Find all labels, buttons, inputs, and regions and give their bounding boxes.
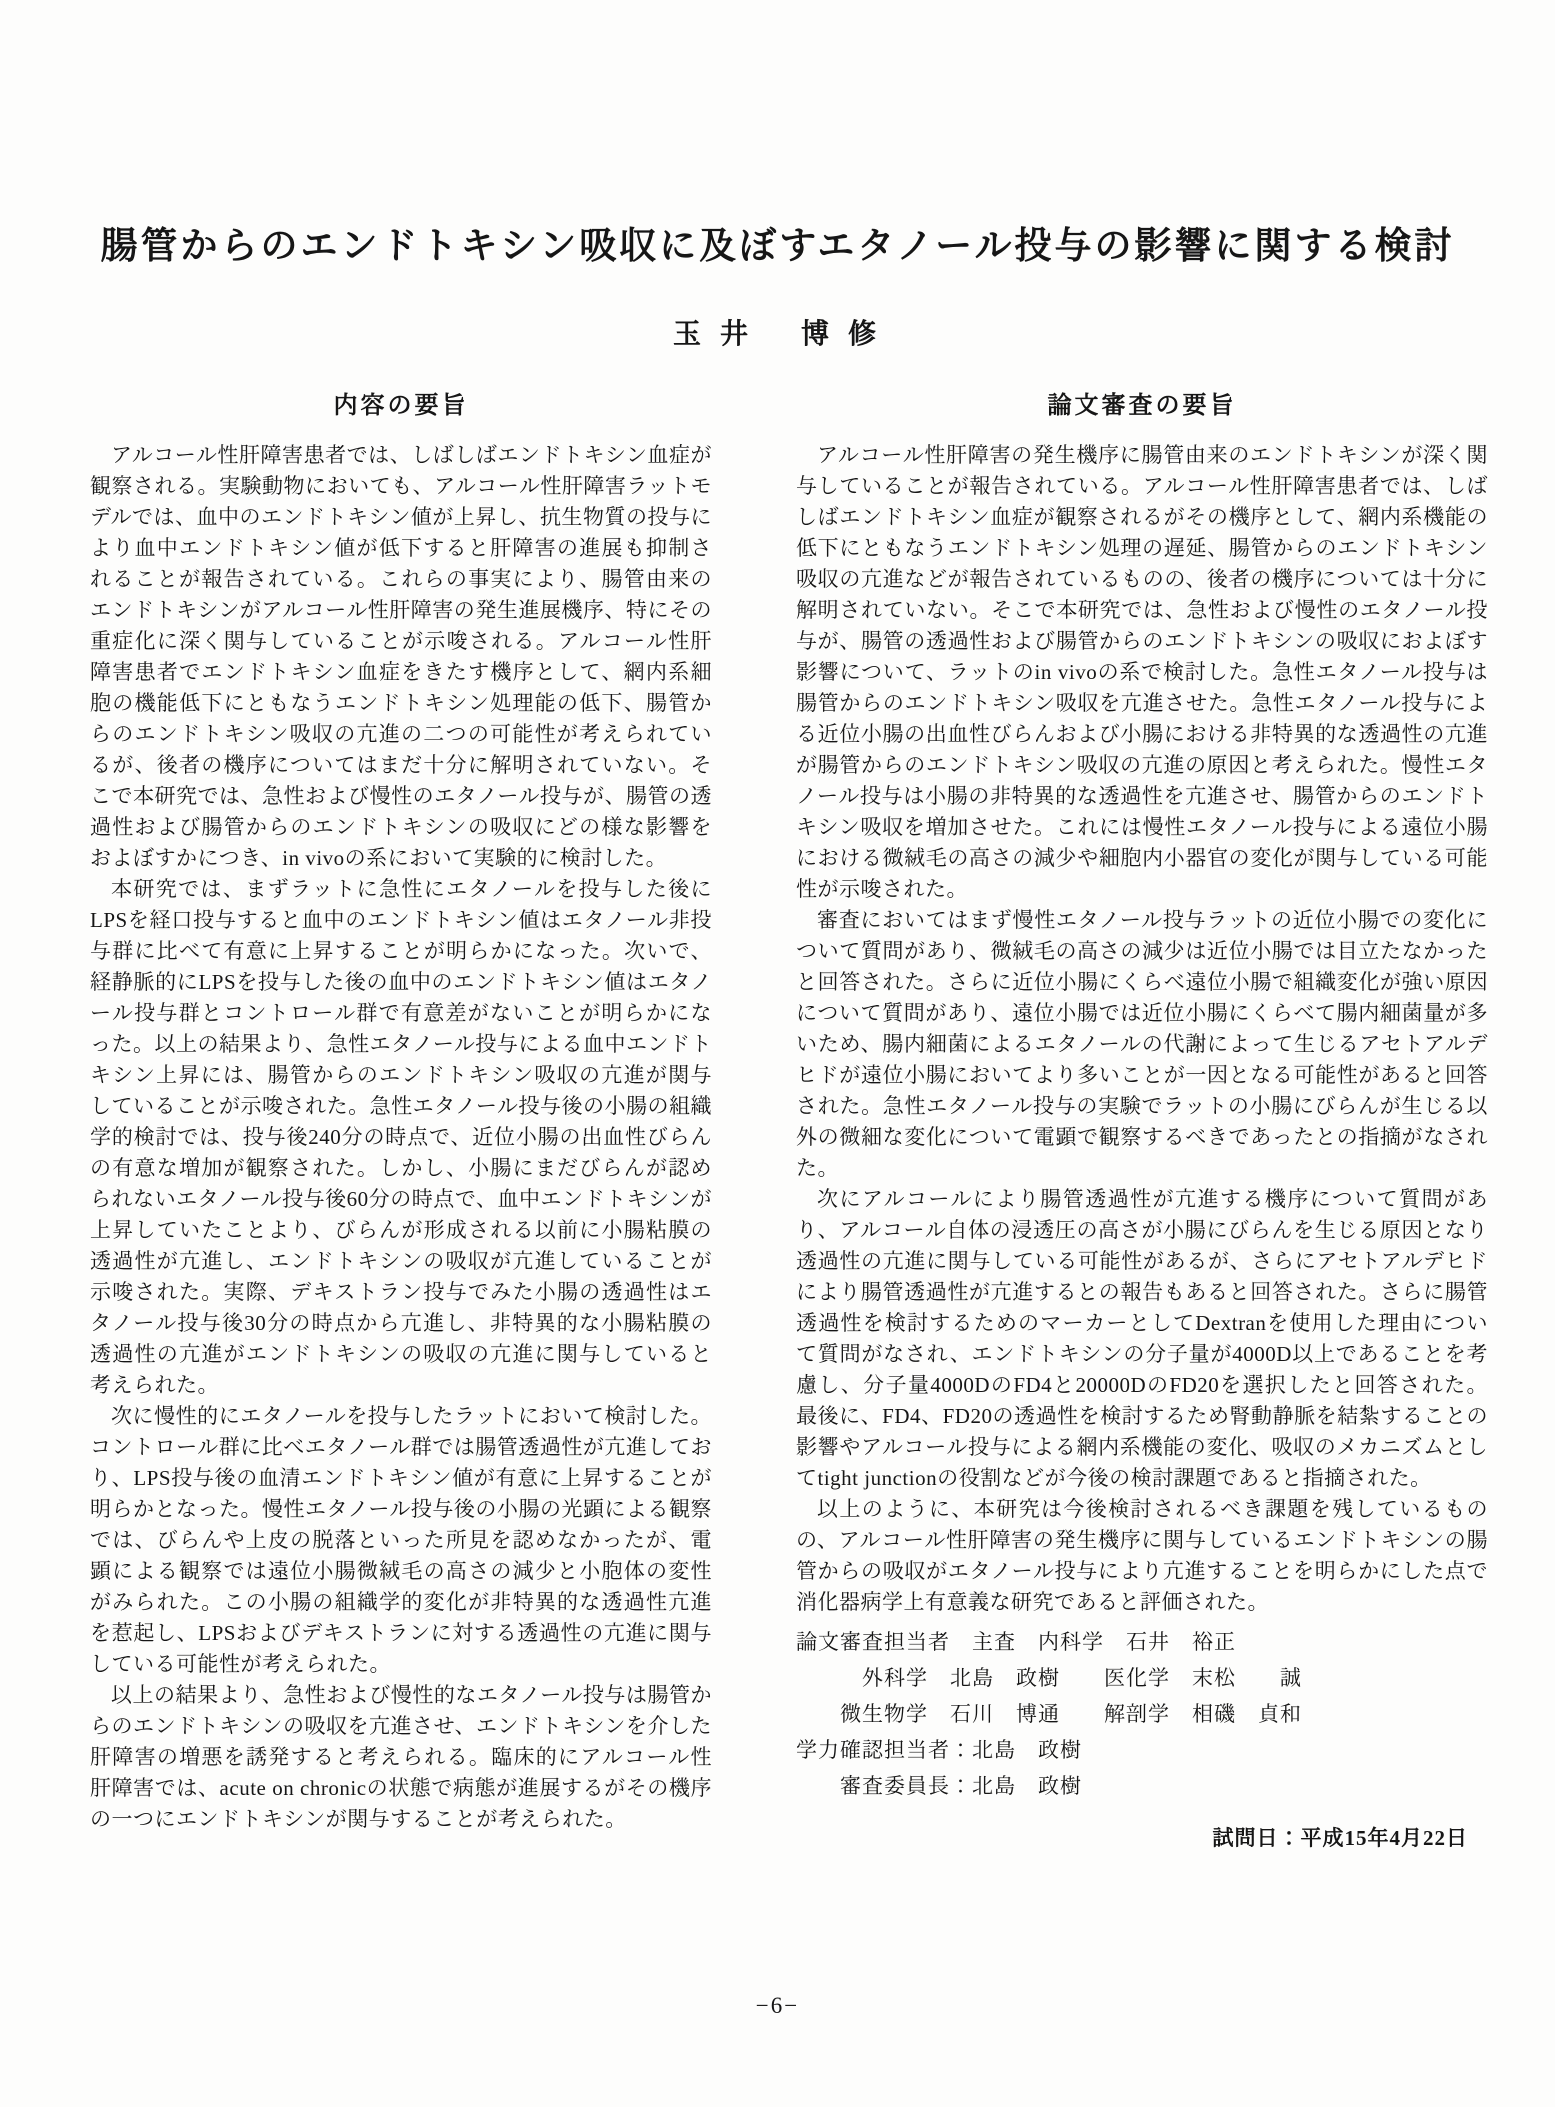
- committee-line: 論文審査担当者 主査 内科学 石井 裕正: [796, 1630, 1236, 1654]
- review-paragraph: 審査においてはまず慢性エタノール投与ラットの近位小腸での変化について質問があり、微絨毛の高さの減少は近位小腸では目立たなかったと回答された。さらに近位小腸にくらべ遠位小腸で組織変化が強い原因について質問があり、遠位小腸では近位小腸にくらべて腸内細菌量が多いため、腸内細菌によるエタノールの代謝によって生じるアセトアルデヒドが遠位小腸においてより多いことが一因となる可能性があると回答された。急性エタノール投与の実験でラットの小腸にびらんが生じる以外の微細な変化について電顕で観察するべきであったとの指摘がなされた。: [796, 908, 1488, 1180]
- exam-date: 試問日：平成15年4月22日: [1212, 1826, 1468, 1850]
- two-column-body: [90, 385, 1488, 1852]
- review-paragraph: 以上のように、本研究は今後検討されるべき課題を残しているものの、アルコール性肝障害の発生機序に関与しているエンドトキシンの腸管からの吸収がエタノール投与により亢進することを明らかにした点で消化器病学上有意義な研究であると評価された。: [796, 1497, 1488, 1614]
- abstract-paragraph: 本研究では、まずラットに急性にエタノールを投与した後にLPSを経口投与すると血中のエンドトキシン値はエタノール非投与群に比べて有意に上昇することが明らかになった。次いで、経静脈的にLPSを投与した後の血中のエンドトキシン値はエタノール投与群とコントロール群で有意差がないことが明らかになった。以上の結果より、急性エタノール投与による血中エンドトキシン上昇には、腸管からのエンドトキシン吸収の亢進が関与していることが示唆された。急性エタノール投与後の小腸の組織学的検討では、投与後240分の時点で、近位小腸の出血性びらんの有意な増加が観察された。しかし、小腸にまだびらんが認められないエタノール投与後60分の時点で、血中エンドトキシンが上昇していたことより、びらんが形成される以前に小腸粘膜の透過性が亢進し、エンドトキシンの吸収が亢進していることが示唆された。実際、デキストラン投与でみた小腸の透過性はエタノール投与後30分の時点から亢進し、非特異的な小腸粘膜の透過性の亢進がエンドトキシンの吸収の亢進に関与していると考えられた。: [90, 877, 712, 1397]
- thesis-title: 腸管からのエンドトキシン吸収に及ぼすエタノール投与の影響に関する検討: [100, 226, 1455, 267]
- author-name: 玉 井 博 修: [672, 319, 882, 350]
- review-column: [796, 385, 1488, 1852]
- abstract-paragraph: アルコール性肝障害患者では、しばしばエンドトキシン血症が観察される。実験動物においても、アルコール性肝障害ラットモデルでは、血中のエンドトキシン値が上昇し、抗生物質の投与により血中エンドトキシン値が低下すると肝障害の進展も抑制されることが報告されている。これらの事実により、腸管由来のエンドトキシンがアルコール性肝障害の発生進展機序、特にその重症化に深く関与していることが示唆される。アルコール性肝障害患者でエンドトキシン血症をきたす機序として、網内系細胞の機能低下にともなうエンドトキシン処理能の低下、腸管からのエンドトキシン吸収の亢進の二つの可能性が考えられているが、後者の機序についてはまだ十分に解明されていない。そこで本研究では、急性および慢性のエタノール投与が、腸管の透過性および腸管からのエンドトキシンの吸収にどの様な影響をおよぼすかにつき、in vivoの系において実験的に検討した。: [90, 443, 712, 870]
- abstract-column: [90, 385, 712, 1835]
- abstract-paragraph: 次に慢性的にエタノールを投与したラットにおいて検討した。コントロール群に比べエタノール群では腸管透過性が亢進しており、LPS投与後の血清エンドトキシン値が有意に上昇することが明らかとなった。慢性エタノール投与後の小腸の光顕による観察では、びらんや上皮の脱落といった所見を認めなかったが、電顕による観察では遠位小腸微絨毛の高さの減少と小胞体の変性がみられた。この小腸の組織学的変化が非特異的な透過性亢進を惹起し、LPSおよびデキストランに対する透過性の亢進に関与している可能性が考えられた。: [90, 1404, 712, 1676]
- committee-line: 外科学 北島 政樹 医化学 末松 誠: [796, 1666, 1302, 1690]
- review-paragraph: アルコール性肝障害の発生機序に腸管由来のエンドトキシンが深く関与していることが報告されている。アルコール性肝障害患者では、しばしばエンドトキシン血症が観察されるがその機序として、網内系機能の低下にともなうエンドトキシン処理の遅延、腸管からのエンドトキシン吸収の亢進などが報告されているものの、後者の機序については十分に解明されていない。そこで本研究では、急性および慢性のエタノール投与が、腸管の透過性および腸管からのエンドトキシンの吸収におよぼす影響について、ラットのin vivoの系で検討した。急性エタノール投与は腸管からのエンドトキシン吸収を亢進させた。急性エタノール投与による近位小腸の出血性びらんおよび小腸における非特異的な透過性の亢進が腸管からのエンドトキシン吸収の亢進の原因と考えられた。慢性エタノール投与は小腸の非特異的な透過性を亢進させ、腸管からのエンドトキシン吸収を増加させた。これには慢性エタノール投与による遠位小腸における微絨毛の高さの減少や細胞内小器官の変化が関与している可能性が示唆された。: [796, 443, 1488, 901]
- review-heading: 論文審査の要旨: [1047, 393, 1237, 419]
- page-number: −6−: [755, 1993, 800, 2018]
- review-paragraph: 次にアルコールにより腸管透過性が亢進する機序について質問があり、アルコール自体の浸透圧の高さが小腸にびらんを生じる原因となり透過性の亢進に関与している可能性があるが、さらにアセトアルデヒドにより腸管透過性が亢進するとの報告もあると回答された。さらに腸管透過性を検討するためのマーカーとしてDextranを使用した理由について質問がなされ、エンドトキシンの分子量が4000D以上であることを考慮し、分子量4000DのFD4と20000DのFD20を選択したと回答された。最後に、FD4、FD20の透過性を検討するため腎動静脈を結紮することの影響やアルコール投与による網内系機能の変化、吸収のメカニズムとしてtight junctionの役割などが今後の検討課題であると指摘された。: [796, 1187, 1488, 1490]
- committee-line: 微生物学 石川 博通 解剖学 相磯 貞和: [796, 1702, 1302, 1726]
- committee-line: 審査委員長：北島 政樹: [796, 1774, 1082, 1798]
- committee-block: [796, 1624, 1488, 1804]
- abstract-paragraph: 以上の結果より、急性および慢性的なエタノール投与は腸管からのエンドトキシンの吸収を亢進させ、エンドトキシンを介した肝障害の増悪を誘発すると考えられる。臨床的にアルコール性肝障害では、acute on chronicの状態で病態が進展するがその機序の一つにエンドトキシンが関与することが考えられた。: [90, 1683, 712, 1831]
- committee-line: 学力確認担当者：北島 政樹: [796, 1738, 1082, 1762]
- abstract-heading: 内容の要旨: [333, 393, 469, 419]
